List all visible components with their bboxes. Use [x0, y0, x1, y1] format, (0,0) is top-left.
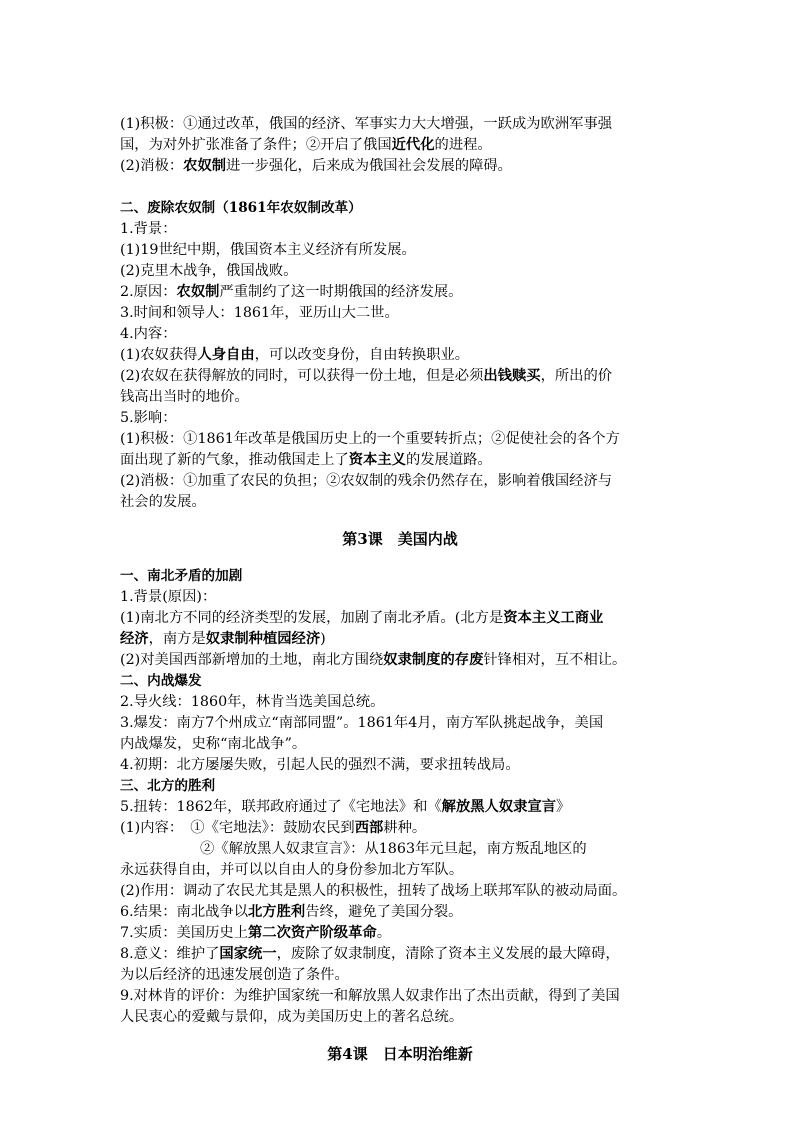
text-line: 5.影响： — [120, 410, 177, 426]
text-line: 经济，南方是奴隶制种植园经济) — [120, 631, 326, 647]
document-page — [120, 114, 680, 1065]
text-line: 4.初期：北方屡屡失败，引起人民的强烈不满，要求扭转战局。 — [120, 757, 520, 773]
text-line: 8.意义：维护了国家统一，废除了奴隶制度，清除了资本主义发展的最大障碍， — [120, 946, 620, 962]
text-line: 1.背景： — [120, 221, 177, 237]
text-line: 5.扭转：1862年，联邦政府通过了《宅地法》和《解放黑人奴隶宣言》 — [120, 799, 571, 815]
text-line: (1)积极：①通过改革，俄国的经济、军事实力大大增强，一跃成为欧洲军事强 — [120, 116, 613, 132]
text-line: 2.原因：农奴制严重制约了这一时期俄国的经济发展。 — [120, 284, 463, 300]
text-line: 人民衷心的爱戴与景仰，成为美国历史上的著名总统。 — [120, 1009, 464, 1025]
text-line: 为以后经济的迅速发展创造了条件。 — [120, 967, 349, 983]
section-heading: 二、废除农奴制（1861年农奴制改革） — [120, 200, 362, 216]
text-line: (1)内容： ①《宅地法》：鼓励农民到西部耕种。 — [120, 820, 427, 836]
text-line: (1)19世纪中期，俄国资本主义经济有所发展。 — [120, 242, 416, 258]
text-line: ②《解放黑人奴隶宣言》：从1863年元旦起，南方叛乱地区的 — [200, 841, 587, 857]
section-heading: 三、北方的胜利 — [120, 778, 216, 794]
text-line: (1)农奴获得人身自由，可以改变身份，自由转换职业。 — [120, 347, 470, 363]
text-line: 面出现了新的气象，推动俄国走上了资本主义的发展道路。 — [120, 452, 492, 468]
text-line: 6.结果：南北战争以北方胜利告终，避免了美国分裂。 — [120, 904, 463, 920]
text-line: 钱高出当时的地价。 — [120, 389, 249, 405]
text-line: 内战爆发，史称“南北战争”。 — [120, 736, 307, 752]
text-line: 7.实质：美国历史上第二次资产阶级革命。 — [120, 925, 391, 941]
text-line: (1)南北方不同的经济类型的发展，加剧了南北矛盾。(北方是资本主义工商业 — [120, 610, 604, 626]
text-line: 2.导火线：1860年，林肯当选美国总统。 — [120, 694, 385, 710]
lesson-title: 第3课 美国内战 — [342, 530, 458, 548]
text-line: 3.爆发：南方7个州成立“南部同盟”。1861年4月，南方军队挑起战争，美国 — [120, 715, 604, 731]
text-line: 社会的发展。 — [120, 494, 206, 510]
lesson-title: 第4课 日本明治维新 — [327, 1045, 473, 1063]
text-line: (2)农奴在获得解放的同时，可以获得一份土地，但是必须出钱赎买，所出的价 — [120, 368, 613, 384]
text-line: (2)克里木战争，俄国战败。 — [120, 263, 298, 279]
text-line: 3.时间和领导人：1861年，亚历山大二世。 — [120, 305, 399, 321]
text-line: 4.内容： — [120, 326, 177, 342]
section-heading: 二、内战爆发 — [120, 673, 202, 689]
text-line: 国，为对外扩张准备了条件；②开启了俄国近代化的进程。 — [120, 137, 492, 153]
text-line: (2)消极：①加重了农民的负担；②农奴制的残余仍然存在，影响着俄国经济与 — [120, 473, 613, 489]
text-line: (2)对美国西部新增加的土地，南北方围绕奴隶制度的存废针锋相对，互不相让。 — [120, 652, 627, 668]
text-line: (2)作用：调动了农民尤其是黑人的积极性，扭转了战场上联邦军队的被动局面。 — [120, 883, 627, 899]
section-heading: 一、南北矛盾的加剧 — [120, 568, 243, 584]
text-line: 永远获得自由，并可以以自由人的身份参加北方军队。 — [120, 862, 464, 878]
text-line: 1.背景(原因)： — [120, 589, 217, 605]
text-line: (1)积极：①1861年改革是俄国历史上的一个重要转折点；②促使社会的各个方 — [120, 431, 620, 447]
text-line: (2)消极：农奴制进一步强化，后来成为俄国社会发展的障碍。 — [120, 158, 512, 174]
text-line: 9.对林肯的评价：为维护国家统一和解放黑人奴隶作出了杰出贡献，得到了美国 — [120, 988, 620, 1004]
